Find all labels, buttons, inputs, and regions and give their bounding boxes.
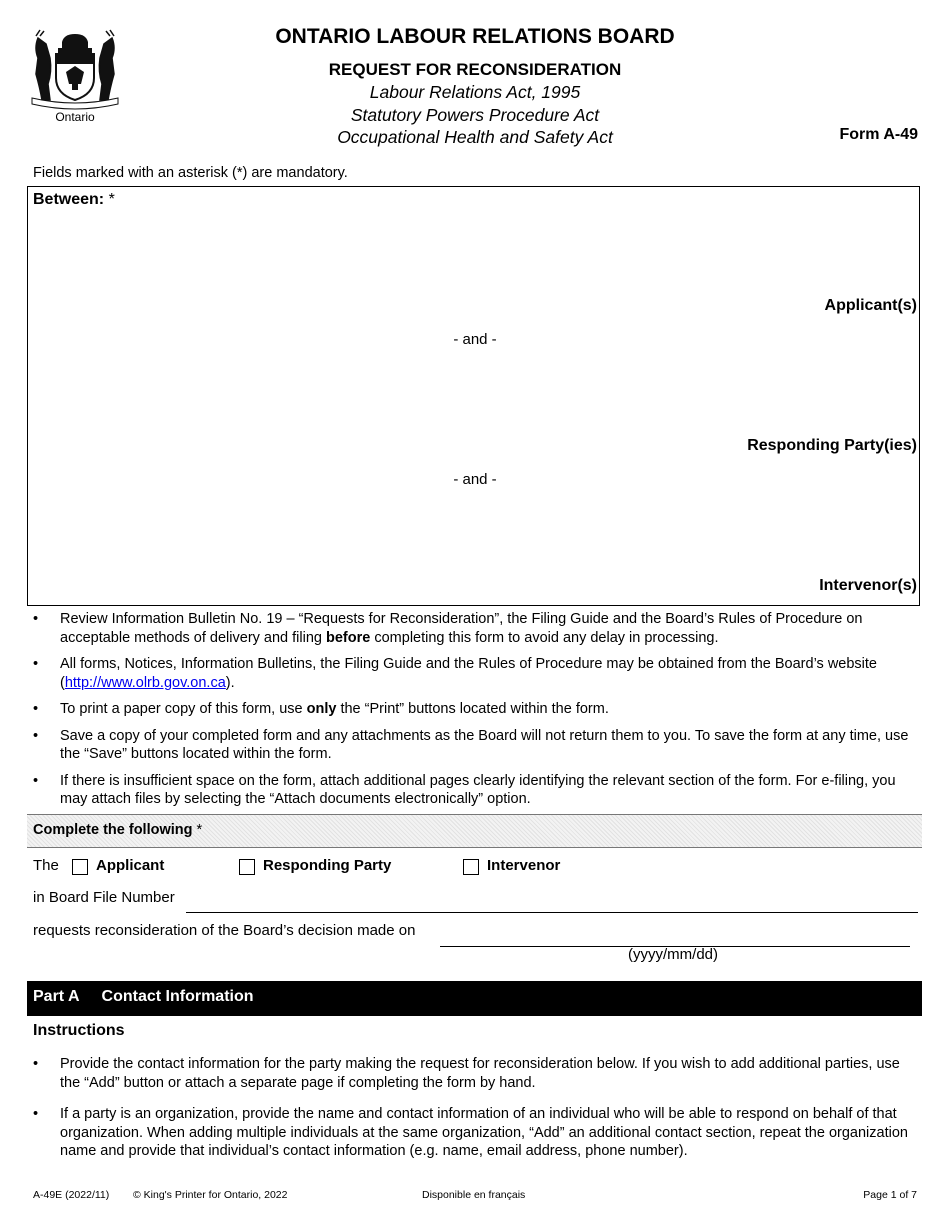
bullet-text: the “Print” buttons located within the form.: [336, 701, 609, 717]
required-asterisk: *: [108, 191, 115, 208]
bullet-text: All forms, Notices, Information Bulletins, the Filing Guide and the Rules of Procedure may be obtained from the Board’s website (: [60, 656, 877, 691]
the-label: The: [33, 857, 59, 874]
required-asterisk: *: [196, 822, 203, 838]
date-format-hint: (yyyy/mm/dd): [628, 946, 718, 963]
between-label-text: Between:: [33, 191, 105, 208]
act-name-2: Statutory Powers Procedure Act: [350, 105, 600, 125]
and-separator-1: - and -: [453, 331, 497, 348]
responding-parties-label: Responding Party(ies): [747, 437, 917, 454]
footer-french-available: Disponible en français: [422, 1189, 526, 1201]
board-file-number-label: in Board File Number: [33, 889, 175, 906]
part-a-title: Contact Information: [101, 988, 254, 1005]
footer-copyright: © King's Printer for Ontario, 2022: [133, 1189, 288, 1201]
bullet-text: To print a paper copy of this form, use: [60, 701, 307, 717]
info-bullet-list: [33, 610, 923, 817]
footer-page-number: Page 1 of 7: [863, 1189, 917, 1201]
footer-form-code: A-49E (2022/11): [33, 1189, 110, 1201]
and-separator-2: - and -: [453, 471, 497, 488]
mandatory-note: Fields marked with an asterisk (*) are mandatory.: [33, 165, 348, 181]
instruction-bullet-organization: • If a party is an organization, provide the name and contact information of an individual who will be able to respond on behalf of that organization. When adding multiple individuals at the same organization, “Add” an additional contact section, repeat the organization name and provide that individual’s contact information (e.g. name, email address, phone number).: [33, 1105, 923, 1161]
complete-heading: [33, 822, 202, 838]
instructions-heading: Instructions: [33, 1022, 125, 1039]
part-a-header: [33, 988, 254, 1006]
complete-heading-text: Complete the following: [33, 822, 193, 838]
form-number: Form A-49: [839, 126, 918, 143]
bullet-emphasis: only: [306, 701, 337, 717]
form-title: REQUEST FOR RECONSIDERATION: [328, 60, 622, 79]
act-name-1: Labour Relations Act, 1995: [369, 82, 581, 102]
board-name: ONTARIO LABOUR RELATIONS BOARD: [275, 25, 675, 48]
responding-party-checkbox[interactable]: [239, 859, 255, 875]
info-bullet-review-bulletin: [33, 610, 923, 647]
bullet-text: ).: [225, 674, 235, 691]
board-file-number-field[interactable]: [186, 912, 918, 913]
info-bullet-insufficient-space: • If there is insufficient space on the form, attach additional pages clearly identifying the relevant section of the form. For e-filing, you may attach files by selecting the “Attach documents electronically” option.: [33, 772, 923, 809]
intervenors-label: Intervenor(s): [819, 577, 917, 594]
bullet-text: completing this form to avoid any delay in processing.: [370, 629, 719, 646]
intervenor-checkbox-label: Intervenor: [487, 857, 561, 874]
applicant-checkbox-label: Applicant: [96, 857, 165, 874]
part-a-number: Part A: [33, 988, 80, 1005]
logo-caption: Ontario: [55, 110, 95, 124]
bullet-text: Review Information Bulletin No. 19 – “Requests for Reconsideration”, the Filing Guide and the Board’s Rules of Procedure on acceptable methods of delivery and filing: [60, 611, 863, 646]
info-bullet-print: [33, 700, 923, 719]
applicants-label: Applicant(s): [824, 297, 917, 314]
parties-box[interactable]: [27, 186, 920, 606]
info-bullet-save: • Save a copy of your completed form and any attachments as the Board will not return them to you. To save the form at any time, use the “Save” buttons located within the form.: [33, 727, 923, 764]
responding-party-checkbox-label: Responding Party: [263, 857, 392, 874]
bullet-emphasis: before: [326, 629, 371, 646]
between-label: [33, 191, 115, 209]
olrb-website-link[interactable]: http://www.olrb.gov.on.ca: [64, 674, 226, 691]
intervenor-checkbox[interactable]: [463, 859, 479, 875]
info-bullet-website: [33, 655, 923, 692]
instructions-bullet-list: [33, 1055, 923, 1174]
instruction-bullet-contact: • Provide the contact information for the party making the request for reconsideration below. If you wish to add additional parties, use the “Add” button or attach a separate page if completing the form by hand.: [33, 1055, 923, 1092]
act-name-3: Occupational Health and Safety Act: [337, 127, 613, 147]
applicant-checkbox[interactable]: [72, 859, 88, 875]
decision-date-label: requests reconsideration of the Board’s decision made on: [33, 922, 416, 939]
